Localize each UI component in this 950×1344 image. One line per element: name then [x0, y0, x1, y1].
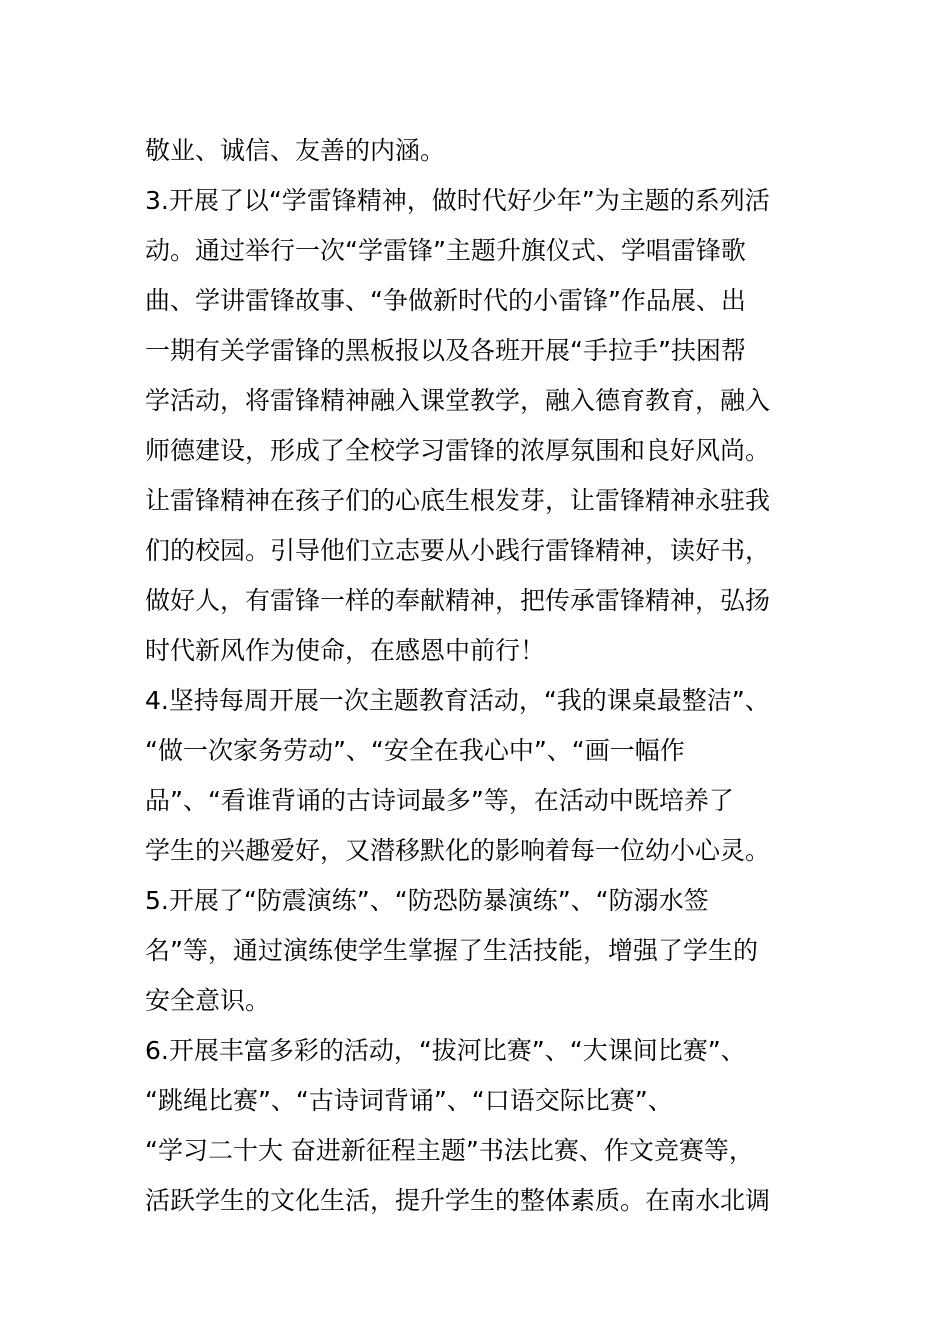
text-line: “跳绳比赛”、“古诗词背诵”、“口语交际比赛”、	[145, 1086, 673, 1115]
text-line: 一期有关学雷锋的黑板报以及各班开展“手拉手”扶困帮	[145, 336, 746, 365]
text-line: 们的校园。引导他们立志要从小践行雷锋精神，读好书，	[145, 536, 771, 565]
text-line: 敬业、诚信、友善的内涵。	[145, 136, 446, 165]
text-line: “做一次家务劳动”、“安全在我心中”、“画一幅作	[145, 736, 685, 765]
text-line: 学生的兴趣爱好，又潜移默化的影响着每一位幼小心灵。	[145, 836, 771, 865]
text-line: “学习二十大 奋进新征程主题”书法比赛、作文竞赛等，	[145, 1136, 754, 1165]
text-line: 做好人，有雷锋一样的奉献精神，把传承雷锋精神，弘扬	[145, 586, 771, 615]
text-line: 品”、“看谁背诵的古诗词最多”等，在活动中既培养了	[145, 786, 734, 815]
text-line: 学活动，将雷锋精神融入课堂教学，融入德育教育，融入	[145, 386, 771, 415]
document-body	[145, 126, 825, 1226]
text-line: 曲、学讲雷锋故事、“争做新时代的小雷锋”作品展、出	[145, 286, 746, 315]
text-line: 让雷锋精神在孩子们的心底生根发芽，让雷锋精神永驻我	[145, 486, 771, 515]
text-line: 安全意识。	[145, 986, 271, 1015]
text-line: 活跃学生的文化生活，提升学生的整体素质。在南水北调	[145, 1186, 771, 1215]
text-line: 动。通过举行一次“学雷锋”主题升旗仪式、学唱雷锋歌	[145, 236, 746, 265]
text-line: 时代新风作为使命，在感恩中前行！	[145, 636, 546, 665]
text-line: 师德建设，形成了全校学习雷锋的浓厚氛围和良好风尚。	[145, 436, 771, 465]
text-line: 名”等，通过演练使学生掌握了生活技能，增强了学生的	[145, 936, 758, 965]
text-line: 6.开展丰富多彩的活动，“拔河比赛”、“大课间比赛”、	[145, 1036, 746, 1065]
text-line: 4.坚持每周开展一次主题教育活动，“我的课桌最整洁”、	[145, 686, 770, 715]
text-line: 3.开展了以“学雷锋精神，做时代好少年”为主题的系列活	[145, 186, 770, 215]
text-line: 5.开展了“防震演练”、“防恐防暴演练”、“防溺水签	[145, 886, 709, 915]
